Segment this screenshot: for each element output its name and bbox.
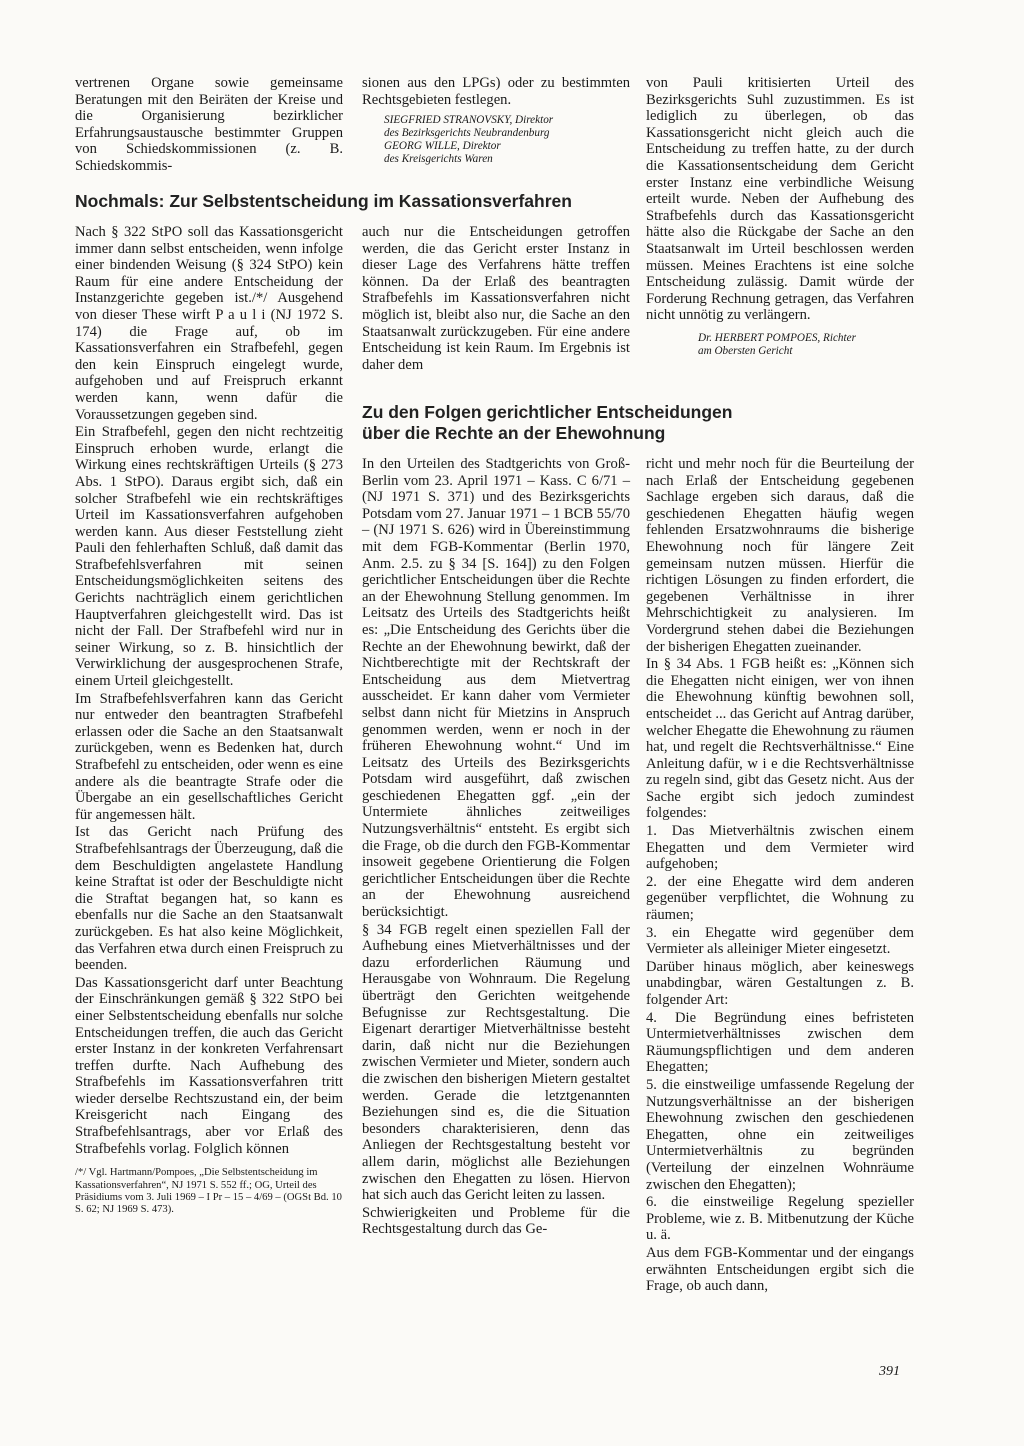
paragraph: Ist das Gericht nach Prüfung des Strafbefehlsantrags der Überzeugung, daß die dem Beschuldigten angelastete Handlung keine Straftat ist oder der Beschuldigte nicht die Straftat begangen hat, so kann es ebenfalls nur die Sache an den Staatsanwalt zurückgeben. Es hat also keine Möglichkeit, das Verfahren etwa durch einen Freispruch zu beenden. <box>75 824 343 974</box>
list-item: 4. Die Begründung eines befristeten Untermietverhältnisses zwischen dem Räumungspflichtigen und dem anderen Ehegatten; <box>646 1009 914 1076</box>
paragraph: Darüber hinaus möglich, aber keineswegs unabdingbar, wären Gestaltungen z. B. folgender Art: <box>646 958 914 1008</box>
article2-heading-line: Zu den Folgen gerichtlicher Entscheidungen <box>362 402 733 422</box>
paragraph: Ein Strafbefehl, gegen den nicht rechtzeitig Einspruch erhoben wurde, erlangt die Wirkung eines rechtskräftigen Urteils (§ 273 Abs. 1 StPO). Daraus ergibt sich, daß ein solcher Strafbefehl wie ein rechtskräftiges Urteil im Kassationsverfahren aufgehoben werden kann. Aus dieser Feststellung zieht Pauli den fehlerhaften Schluß, daß damit das Strafbefehlsverfahren mit seinen Entscheidungsmöglichkeiten seitens des Gerichts nachträglich einem gerichtlichen Hauptverfahren gleichgestellt wird. Das ist nicht der Fall. Der Strafbefehl wird nur in seiner Wirkung, so z. B. hinsichtlich der Verwirklichung der ausgesprochenen Strafe, einem Urteil gleichgestellt. <box>75 424 343 690</box>
list-item: 6. die einstweilige Regelung spezieller Probleme, wie z. B. Mitbenutzung der Küche u. ä. <box>646 1194 914 1244</box>
article2-heading <box>362 402 922 444</box>
paragraph: Aus dem FGB-Kommentar und der eingangs erwähnten Entscheidungen ergibt sich die Frage, ob auch dann, <box>646 1244 914 1295</box>
signature-line: Dr. HERBERT POMPOES, Richter <box>698 331 856 344</box>
signature-line: am Obersten Gericht <box>698 344 793 357</box>
paragraph: In § 34 Abs. 1 FGB heißt es: „Können sich die Ehegatten nicht einigen, wer von ihnen die Ehewohnung künftig bewohnen soll, entscheidet ... das Gericht auf Antrag darüber, welcher Ehegatte die Ehewohnung zu räumen hat, und regelt die Rechtsverhältnisse.“ Eine Anleitung dafür, w i e die Rechtsverhältnisse zu regeln sind, gibt das Gesetz nicht. Aus der Sache ergibt sich jedoch zumindest folgendes: <box>646 656 914 822</box>
signature-line: SIEGFRIED STRANOVSKY, Direktor <box>384 114 554 127</box>
col1-top <box>75 75 343 175</box>
article1-heading: Nochmals: Zur Selbstentscheidung im Kassationsverfahren <box>75 191 572 211</box>
list-item: 3. ein Ehegatte wird gegenüber dem Vermieter als alleiniger Mieter eingesetzt. <box>646 924 914 958</box>
paragraph: § 34 FGB regelt einen speziellen Fall der Aufhebung eines Mietverhältnisses und der dazu erforderlichen Räumung und Herausgabe von Wohnraum. Die Regelung überträgt den Gerichten weitgehende Befugnisse zur Rechtsgestaltung. Die Eigenart derartiger Mietverhältnisse besteht darin, daß nicht nur die Beziehungen zwischen Vermieter und Mieter, sondern auch die zwischen den bisherigen Mietern gestaltet werden. Gerade die letztgenannten Beziehungen sind es, die die Situation besonders charakterisieren, denn das Anliegen der Rechtsgestaltung besteht vor allem darin, möglichst alle Beziehungen zwischen den Ehegatten zu lösen. Hiervon hat sich auch das Gericht leiten zu lassen. <box>362 921 630 1204</box>
paragraph: richt und mehr noch für die Beurteilung der nach Erlaß der Entscheidung gegebenen Sachlage ergeben sich daraus, daß die geschiedenen Ehegatten häufig wegen fehlenden Ersatzwohnraums die bisherige Ehewohnung noch für längere Zeit gemeinsam nutzen müssen. Hierfür die richtigen Lösungen zu finden erfordert, die gegebenen Verhältnisse in ihrer Mehrschichtigkeit zu analysieren. Im Vordergrund stehen dabei die Beziehungen der bisherigen Ehegatten zueinander. <box>646 456 914 655</box>
article1-col2 <box>362 224 630 373</box>
paragraph: Nach § 322 StPO soll das Kassationsgericht immer dann selbst entscheiden, wenn infolge einer bindenden Weisung (§ 324 StPO) kein Raum für eine andere Entscheidung der Instanzgerichte gegeben ist./*/ Ausgehend von dieser These wirft P a u l i (NJ 1972 S. 174) die Frage auf, ob im Kassationsverfahren ein Strafbefehl, gegen den kein Einspruch eingelegt wurde, aufgehoben und auf Freispruch erkannt werden kann, wenn dafür die Voraussetzungen gegeben sind. <box>75 224 343 423</box>
paragraph: von Pauli kritisierten Urteil des Bezirksgerichts Suhl zuzustimmen. Es ist lediglich zu überlegen, ob das Kassationsgericht nicht gleich auch die Entscheidung zu treffen hatte, zu der durch die Kassationsentscheidung dem Gericht erster Instanz eine verbindliche Weisung erteilt wurde. Neben der Aufhebung des Strafbefehls durch das Kassationsgericht hätte also die Rückgabe der Sache an den Staatsanwalt im Urteil beschlossen werden müssen. Meines Erachtens ist eine solche Entscheidung zulässig. Damit würde der Forderung Rechnung getragen, das Verfahren nicht unnötig zu verlängern. <box>646 75 914 324</box>
signature-line: des Kreisgerichts Waren <box>384 153 493 166</box>
article2-heading-line: über die Rechte an der Ehewohnung <box>362 423 666 443</box>
col2-top <box>362 75 630 166</box>
signature-line: des Bezirksgerichts Neubrandenburg <box>384 127 550 140</box>
list-item: 5. die einstweilige umfassende Regelung der Nutzungsverhältnisse an der bisherigen Ehewohnung zwischen den geschiedenen Ehegatten, ohne ein zeitweiliges Untermietverhältnis zu begründen (Verteilung der einzelnen Wohnräume zwischen den Ehegatten); <box>646 1076 914 1193</box>
footnote: /*/ Vgl. Hartmann/Pompoes, „Die Selbstentscheidung im Kassationsverfahren“, NJ 1971 S. 552 ff.; OG, Urteil des Präsidiums vom 3. Juli 1969 – I Pr – 15 – 4/69 – (OGSt Bd. 10 S. 62; NJ 1969 S. 473). <box>75 1167 342 1216</box>
paragraph: vertrenen Organe sowie gemeinsame Beratungen mit den Beiräten der Kreise und die Organisierung bezirklicher Erfahrungsaustausche bestimmter Gruppen von Schiedskommissionen (z. B. Schiedskommis- <box>75 75 343 174</box>
page-number: 391 <box>879 1364 900 1379</box>
list-item: 2. der eine Ehegatte wird dem anderen gegenüber verpflichtet, die Wohnung zu räumen; <box>646 873 914 924</box>
col3-top <box>646 75 914 358</box>
article1-col1 <box>75 224 343 1217</box>
article2-col3 <box>646 456 914 1295</box>
paragraph: In den Urteilen des Stadtgerichts von Groß-Berlin vom 23. April 1971 – Kass. C 6/71 – (NJ 1971 S. 371) und des Bezirksgerichts Potsdam vom 27. Januar 1971 – 1 BCB 55/70 – (NJ 1971 S. 626) wird in Übereinstimmung mit dem FGB-Kommentar (Berlin 1970, Anm. 2.5. zu § 34 [S. 164]) zu den Folgen gerichtlicher Entscheidungen über die Rechte an der Ehewohnung Stellung genommen. Im Leitsatz des Urteils des Stadtgerichts heißt es: „Die Entscheidung des Gerichts über die Rechte an der Ehewohnung bewirkt, daß der Nichtberechtigte mit der Rechtskraft der Entscheidung aus dem Mietvertrag ausscheidet. Er kann daher vom Vermieter selbst dann nicht für Mietzins in Anspruch genommen werden, wenn er noch in der früheren Ehewohnung wohnt.“ Und im Leitsatz des Urteils des Bezirksgerichts Potsdam wird ausgeführt, daß zwischen geschiedenen Ehegatten ggf. „ein der Untermiete ähnliches zeitweiliges Nutzungsverhältnis“ entsteht. Es ergibt sich die Frage, ob die durch den FGB-Kommentar insoweit gegebene Orientierung die Folgen gerichtlicher Entscheidungen über die Rechte an der Ehewohnung ausreichend berücksichtigt. <box>362 456 630 921</box>
paragraph: auch nur die Entscheidungen getroffen werden, die das Gericht erster Instanz in dieser Lage des Verfahrens hätte treffen können. Da der Erlaß des beantragten Strafbefehls im Kassationsverfahren nicht möglich ist, bleibt also nur, die Sache an den Staatsanwalt zurückzugeben. Für eine andere Entscheidung ist kein Raum. Im Ergebnis ist daher dem <box>362 224 630 373</box>
paragraph: Das Kassationsgericht darf unter Beachtung der Einschränkungen gemäß § 322 StPO bei einer Selbstentscheidung ebenfalls nur solche Entscheidungen treffen, die auch das Gericht erster Instanz in der konkreten Verfahrensart treffen durfte. Nach Aufhebung des Strafbefehls im Kassationsverfahren tritt wieder derselbe Rechtszustand ein, der beim Kreisgericht nach Eingang des Strafbefehlsantrags, aber vor Erlaß des Strafbefehls vorlag. Folglich können <box>75 974 343 1157</box>
paragraph: Schwierigkeiten und Probleme für die Rechtsgestaltung durch das Ge- <box>362 1204 630 1238</box>
paragraph: Im Strafbefehlsverfahren kann das Gericht nur entweder den beantragten Strafbefehl erlassen oder die Sache an den Staatsanwalt zurückgeben, wenn es Bedenken hat, durch Strafbefehl zu entscheiden, oder wenn es eine andere als die beantragte Strafe oder die Übergabe an ein gesellschaftliches Gericht für angemessen hält. <box>75 690 343 823</box>
list-item: 1. Das Mietverhältnis zwischen einem Ehegatten und dem Vermieter wird aufgehoben; <box>646 823 914 873</box>
paragraph: sionen aus den LPGs) oder zu bestimmten Rechtsgebieten festlegen. <box>362 75 630 108</box>
article2-col2 <box>362 456 630 1238</box>
signature-line: GEORG WILLE, Direktor <box>384 140 501 153</box>
